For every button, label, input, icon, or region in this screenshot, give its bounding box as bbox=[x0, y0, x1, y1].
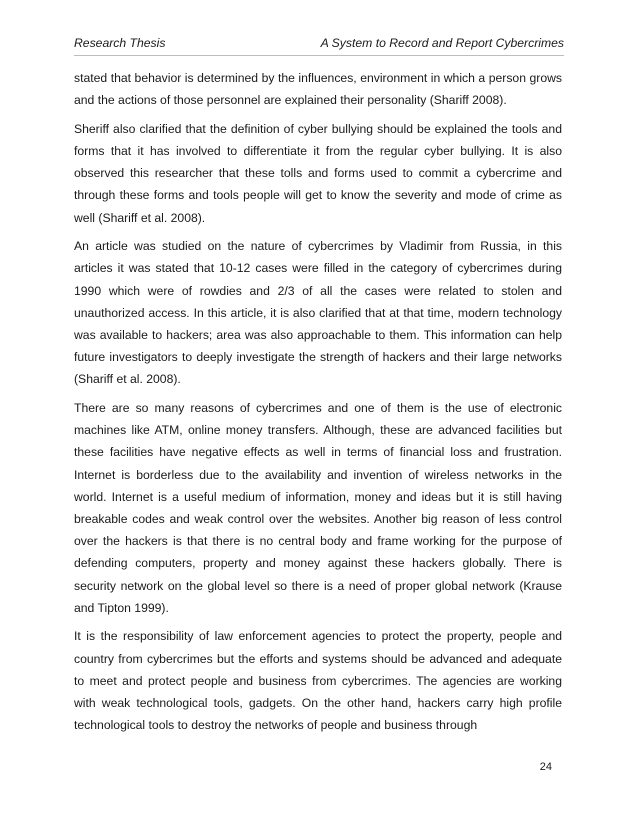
paragraph: An article was studied on the nature of cybercrimes by Vladimir from Russia, in this articles it was stated that 10-12 cases were filled in the category of cybercrimes during 1990 which were of rowdies and 2/3 of all the cases were related to stolen and unauthorized access. In this article, it is also clarified that at that time, modern technology was available to hackers; area was also approachable to them. This information can help future investigators to deeply investigate the strength of hackers and their large networks (Shariff et al. 2008). bbox=[74, 239, 562, 387]
body-text bbox=[74, 67, 562, 743]
paragraph: Sheriff also clarified that the definition of cyber bullying should be explained the tools and forms that it has involved to differentiate it from the regular cyber bullying. It is also observed this researcher that these tolls and forms used to commit a cybercrime and through these forms and tools people will get to know the severity and mode of crime as well (Shariff et al. 2008). bbox=[74, 121, 562, 225]
header-left-title: Research Thesis bbox=[74, 36, 166, 50]
header-divider bbox=[74, 55, 564, 56]
paragraph: It is the responsibility of law enforcement agencies to protect the property, people and country from cybercrimes but the efforts and systems should be advanced and adequate to meet and protect people and business from cybercrimes. The agencies are working with weak technological tools, gadgets. On the other hand, hackers carry high profile technological tools to destroy the networks of people and business through bbox=[74, 629, 562, 733]
running-header bbox=[74, 36, 564, 54]
header-right-title: A System to Record and Report Cybercrimes bbox=[320, 36, 564, 50]
page-number: 24 bbox=[539, 761, 552, 773]
paragraph: There are so many reasons of cybercrimes and one of them is the use of electronic machines like ATM, online money transfers. Although, these are advanced facilities but these facilities have negative effects as well in terms of financial loss and frustration. Internet is borderless due to the availability and invention of wireless networks in the world. Internet is a useful medium of information, money and ideas but it is still having breakable codes and weak control over the websites. Another big reason of less control over the hackers is that there is no central body and frame working for the purpose of defending computers, property and money against these hackers globally. There is security network on the global level so there is a need of proper global network (Krause and Tipton 1999). bbox=[74, 401, 562, 615]
paragraph: stated that behavior is determined by the influences, environment in which a person grows and the actions of those personnel are explained their personality (Shariff 2008). bbox=[74, 71, 562, 108]
